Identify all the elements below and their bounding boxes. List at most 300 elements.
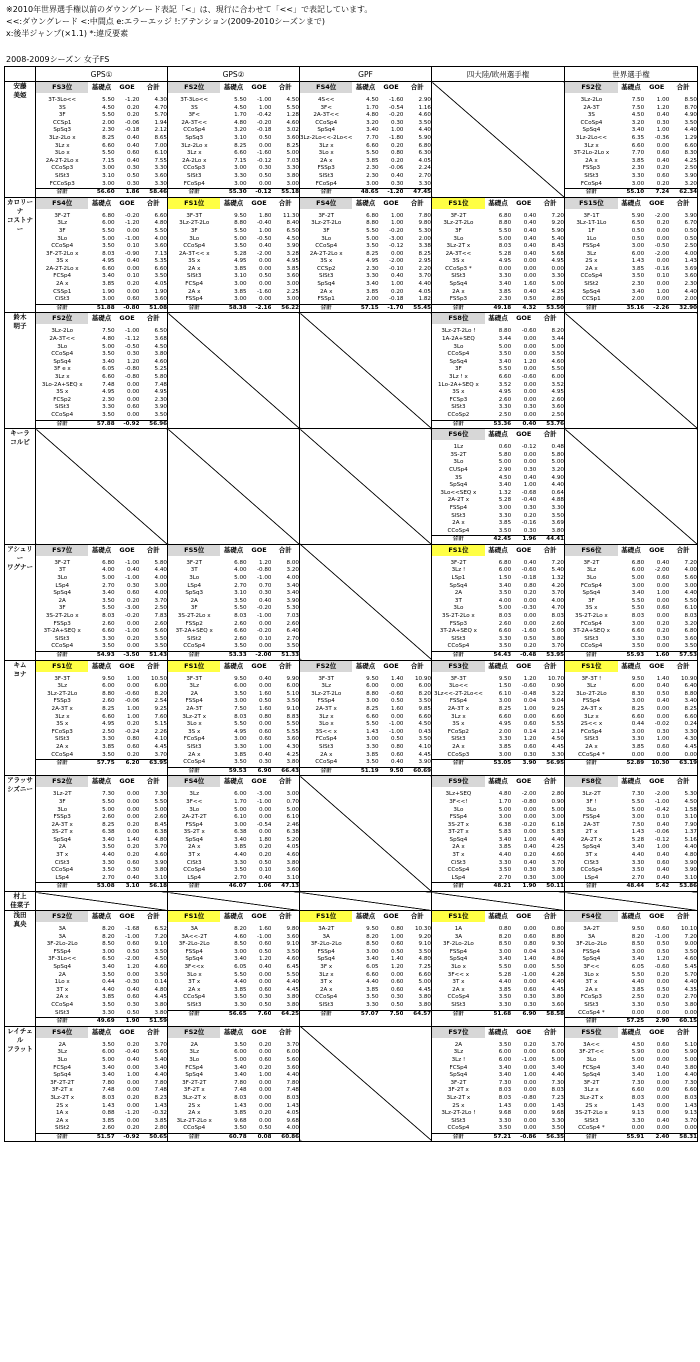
total-goe: 1.90 — [115, 1018, 140, 1026]
goe-value: 1.00 — [391, 212, 404, 219]
total-label: 合計 — [300, 189, 352, 197]
base-value: 5.50 — [234, 227, 247, 234]
block-header — [565, 776, 697, 787]
subheader-base: 基礎点 — [621, 1027, 641, 1036]
score-block — [432, 198, 564, 313]
element-row — [565, 289, 697, 297]
subheader-total: 合計 — [676, 1027, 690, 1036]
base-value: 3.00 — [631, 814, 645, 821]
placement-badge: FS1位 — [168, 198, 220, 209]
element-score: 4.25 — [286, 751, 299, 758]
element-row — [300, 934, 431, 942]
element-code: 3F<< — [583, 964, 600, 970]
total-row — [432, 760, 564, 768]
element-code: 3Lo — [586, 1056, 597, 1063]
total-base: 57.15 — [352, 304, 378, 312]
total-score: 63.19 — [669, 760, 697, 768]
element-row — [300, 181, 431, 189]
element-code: FCSp4 — [53, 1064, 72, 1071]
goe-value: 0.00 — [656, 1009, 670, 1016]
element-code: CCoSp4 — [183, 867, 206, 874]
element-code: FCoSp4 — [580, 180, 602, 187]
goe-value: 0.60 — [259, 736, 272, 743]
base-value: 0.60 — [498, 444, 512, 451]
base-value: 7.50 — [631, 821, 645, 828]
element-row — [565, 844, 697, 852]
base-value: 3.30 — [102, 859, 115, 866]
element-score: 7.23 — [551, 1094, 564, 1101]
element-score: 7.60 — [154, 713, 167, 720]
base-value: 3.30 — [366, 1001, 379, 1008]
element-row — [36, 135, 167, 143]
element-score: 5.40 — [551, 567, 564, 574]
element-score: 4.40 — [154, 1072, 167, 1079]
element-row — [36, 389, 167, 397]
subheader-goe: GOE — [649, 198, 665, 207]
element-code: 3F — [588, 597, 595, 604]
element-row — [300, 243, 431, 251]
element-score: 3.85 — [154, 1117, 167, 1124]
element-code: SlSt3 — [186, 273, 202, 280]
block-header — [565, 1027, 697, 1038]
element-code: 2A-2Lo x — [182, 157, 207, 164]
goe-value: 0.50 — [259, 134, 272, 141]
element-code: CCoSp4 * — [578, 1125, 605, 1132]
goe-value: -1.60 — [521, 628, 537, 635]
base-value: 5.00 — [234, 235, 247, 242]
element-code: 2A x — [452, 743, 465, 750]
element-row — [432, 328, 564, 336]
placement-badge: FS2位 — [168, 82, 220, 93]
goe-value: 0.40 — [523, 288, 537, 295]
element-score: 1.90 — [154, 288, 167, 295]
goe-value: 1.00 — [127, 1072, 140, 1079]
element-code: 2A-3T — [186, 705, 203, 712]
total-label: 合計 — [36, 652, 88, 660]
element-row — [432, 452, 564, 460]
subheader-total: 合計 — [676, 912, 690, 921]
total-goe: 9.50 — [379, 767, 404, 775]
element-code: 3Lz x — [54, 142, 70, 149]
total-label: 合計 — [565, 189, 618, 197]
element-row — [168, 949, 299, 957]
element-code: 3Lz-2T-2Lo — [311, 220, 342, 227]
element-row — [36, 744, 167, 752]
goe-value: -0.80 — [521, 1094, 537, 1101]
element-row — [565, 181, 697, 189]
element-row — [36, 636, 167, 644]
element-row — [432, 404, 564, 412]
element-score: 5.00 — [551, 806, 564, 813]
element-code: 3Lz-2T x — [182, 713, 207, 720]
element-score: 4.40 — [684, 844, 697, 851]
goe-value: 0.30 — [656, 119, 670, 126]
element-code: 3F x — [320, 964, 333, 970]
total-base: 57.88 — [88, 420, 114, 428]
base-value: 6.60 — [234, 150, 247, 157]
goe-value: 0.60 — [656, 150, 670, 157]
element-row — [168, 273, 299, 281]
total-row — [36, 760, 167, 768]
element-code: 3Lz ! — [451, 567, 466, 574]
base-value: 6.60 — [498, 628, 512, 635]
subheader-total: 合計 — [410, 198, 424, 207]
element-row — [432, 490, 564, 498]
empty-cell — [168, 429, 300, 545]
base-value: 3.85 — [366, 157, 379, 164]
total-goe: 3.10 — [115, 883, 140, 891]
element-score: 3.50 — [154, 273, 167, 280]
total-goe: 1.86 — [115, 189, 140, 197]
element-score: 4.40 — [418, 127, 431, 134]
element-score: 2.90 — [418, 97, 431, 103]
element-score: 4.00 — [154, 590, 167, 597]
element-row — [432, 389, 564, 397]
element-score: 3.50 — [286, 698, 299, 705]
element-row — [168, 173, 299, 181]
goe-value: 0.00 — [523, 806, 537, 813]
element-code: SpSq4 — [53, 1072, 72, 1079]
total-label: 合計 — [168, 767, 220, 775]
element-row — [36, 979, 167, 987]
element-code: 3Lz x — [54, 713, 70, 720]
goe-value: 0.20 — [523, 512, 537, 519]
element-score: 6.00 — [154, 683, 167, 690]
element-score: 8.23 — [154, 1094, 167, 1101]
base-value: 3.00 — [498, 751, 512, 758]
element-row — [36, 173, 167, 181]
element-code: 3T-2T x — [448, 829, 469, 836]
total-goe: 0.40 — [511, 420, 536, 428]
base-value: 3.85 — [498, 986, 512, 993]
total-row — [565, 304, 697, 312]
subheader-goe: GOE — [516, 314, 532, 323]
goe-value: 0.00 — [391, 683, 404, 690]
element-score: 4.80 — [154, 986, 167, 993]
element-code: 3Lz x — [584, 713, 599, 720]
base-value: 6.60 — [102, 628, 115, 635]
element-row — [565, 158, 697, 166]
element-score: 6.10 — [154, 150, 167, 157]
element-score: 10.30 — [414, 926, 431, 933]
skater-name: キム ヨナ — [5, 660, 36, 776]
element-row — [300, 251, 431, 259]
element-code: 2A x — [187, 1110, 201, 1117]
element-row — [36, 736, 167, 744]
element-score: 9.68 — [551, 1110, 564, 1117]
element-row — [432, 987, 564, 995]
goe-value: 0.40 — [656, 683, 670, 690]
goe-value: 0.00 — [523, 366, 537, 373]
element-row — [300, 281, 431, 289]
element-row — [432, 621, 564, 629]
element-score: 3.70 — [551, 1041, 564, 1048]
base-value: 3.40 — [498, 1072, 512, 1079]
element-code: 3A — [454, 933, 463, 940]
element-row — [36, 972, 167, 980]
placement-badge: FS4位 — [36, 1027, 88, 1038]
base-value: 3.10 — [102, 172, 115, 179]
element-row — [168, 676, 299, 684]
element-score: 4.60 — [286, 119, 299, 126]
base-value: 6.60 — [102, 142, 115, 149]
goe-value: 0.50 — [127, 172, 140, 179]
subheader-total: 合計 — [676, 198, 690, 207]
element-code: 3T-3Lo<< — [180, 97, 209, 103]
element-code: 2A — [58, 844, 66, 851]
base-value: 2.60 — [234, 635, 247, 642]
empty-cell — [432, 82, 565, 198]
total-row — [36, 652, 167, 660]
total-label: 合計 — [168, 304, 220, 312]
element-score: 3.90 — [418, 759, 431, 766]
element-code: SlSt3 — [54, 1009, 70, 1016]
base-value: 5.28 — [234, 250, 247, 257]
total-label: 合計 — [565, 652, 618, 660]
element-row — [565, 799, 697, 807]
element-score: 3.50 — [551, 512, 564, 519]
score-cell — [36, 197, 168, 313]
goe-value: -3.00 — [388, 235, 404, 242]
base-value: 5.00 — [631, 806, 645, 813]
element-row — [36, 837, 167, 845]
element-code: 3Lo — [453, 235, 464, 242]
element-code: 2A x — [585, 986, 598, 993]
element-code: 2T x — [585, 829, 598, 836]
base-value: 5.00 — [631, 575, 645, 582]
base-value: 0.44 — [631, 721, 645, 728]
total-base: 59.53 — [220, 767, 246, 775]
element-row — [36, 266, 167, 274]
base-value: 3.85 — [102, 994, 115, 1001]
goe-value: -0.60 — [124, 690, 140, 697]
element-row — [565, 956, 697, 964]
base-value: 8.25 — [234, 142, 247, 149]
element-score: 6.70 — [684, 220, 697, 227]
goe-value: 0.00 — [259, 806, 272, 813]
goe-value: 0.00 — [127, 1079, 140, 1086]
element-code: SpSq4 — [582, 590, 601, 597]
element-code: FSSp4 — [185, 948, 203, 955]
element-code: CCoSp3 — [447, 751, 470, 758]
element-code: CUSp4 — [449, 466, 468, 473]
element-row — [432, 676, 564, 684]
total-base: 48.21 — [485, 883, 511, 891]
element-score: 2.95 — [418, 258, 431, 265]
base-value: 5.28 — [498, 497, 512, 504]
element-code: 3Lz-2T-2Lo ! — [441, 328, 476, 335]
element-code: SlSt3 — [54, 635, 70, 642]
base-value: 8.80 — [366, 690, 379, 697]
base-value: 9.50 — [366, 926, 379, 933]
goe-value: 1.20 — [259, 559, 272, 566]
element-score: 3.10 — [154, 874, 167, 881]
element-code: 2A-3T — [583, 821, 600, 828]
empty-cell — [300, 1026, 432, 1142]
goe-value: 0.50 — [391, 948, 404, 955]
element-score: 3.00 — [286, 281, 299, 288]
goe-value: 0.40 — [259, 874, 272, 881]
element-code: FCoSp4 — [580, 728, 602, 735]
total-base: 58.38 — [220, 304, 246, 312]
element-row — [432, 251, 564, 259]
element-row — [565, 150, 697, 158]
goe-value: 0.00 — [127, 381, 140, 388]
block-header — [36, 911, 167, 922]
goe-value: 0.10 — [656, 814, 670, 821]
element-score: 3.40 — [551, 1064, 564, 1071]
base-value: 3.50 — [234, 643, 247, 650]
element-row — [432, 972, 564, 980]
goe-value: -1.20 — [124, 97, 140, 103]
base-value: 5.50 — [631, 971, 645, 978]
element-row — [36, 706, 167, 714]
base-value: 7.48 — [102, 381, 115, 388]
element-code: 3T x — [56, 852, 69, 859]
base-value: 7.50 — [631, 97, 645, 103]
base-value: 9.50 — [631, 926, 645, 933]
element-row — [168, 721, 299, 729]
goe-value: 0.00 — [523, 1125, 537, 1132]
element-score: 3.40 — [286, 590, 299, 597]
base-value: 1.43 — [498, 1102, 512, 1109]
element-row — [36, 822, 167, 830]
element-row — [168, 181, 299, 189]
element-code: 3S — [587, 112, 595, 119]
score-cell — [168, 776, 300, 892]
element-score: 5.50 — [154, 798, 167, 805]
element-code: 3T x — [585, 979, 598, 986]
element-score: 9.90 — [286, 675, 299, 682]
element-code: 2A x — [55, 743, 69, 750]
goe-value: 0.80 — [391, 926, 404, 933]
element-code: 3T x — [56, 986, 69, 993]
goe-value: 0.60 — [127, 296, 140, 303]
element-row — [36, 220, 167, 228]
element-code: FSSp3 — [53, 620, 71, 627]
goe-value: 0.00 — [259, 258, 272, 265]
block-header — [432, 661, 564, 672]
element-row — [565, 867, 697, 875]
element-row — [565, 706, 697, 714]
goe-value: 0.80 — [391, 150, 404, 157]
subheader-goe: GOE — [251, 661, 267, 670]
element-code: FSSp4 — [582, 243, 601, 250]
element-code: 3Lz — [586, 683, 597, 690]
base-value: 3.50 — [234, 243, 247, 250]
element-score: 4.90 — [551, 474, 564, 481]
goe-value: 0.80 — [523, 941, 537, 948]
base-value: 4.50 — [102, 104, 115, 111]
placement-badge: FS1位 — [36, 661, 88, 672]
element-row — [432, 505, 564, 513]
skater-name: アラッサ シズニー — [5, 776, 36, 892]
element-code: SpSq4 — [185, 836, 204, 843]
element-code: SlSt3 — [318, 1001, 334, 1008]
element-code: SlSt3 — [318, 273, 334, 280]
element-score: 4.50 — [418, 721, 431, 728]
element-score: 5.00 — [684, 1056, 697, 1063]
element-score: 8.80 — [551, 933, 564, 940]
goe-value: 0.40 — [127, 1056, 140, 1063]
element-row — [36, 941, 167, 949]
skater-row — [5, 313, 698, 429]
goe-value: 1.60 — [523, 281, 537, 288]
element-code: 2A-2T-2Lo x — [309, 250, 343, 257]
element-score: 4.40 — [684, 127, 697, 134]
element-code: CCoSp4 * — [578, 1009, 605, 1016]
base-value: 8.80 — [366, 220, 379, 227]
element-score: 4.88 — [551, 497, 564, 504]
base-value: 0.00 — [631, 1125, 645, 1132]
goe-value: 0.30 — [259, 759, 272, 766]
goe-value: 0.30 — [259, 994, 272, 1001]
element-code: 2A-3T<< — [181, 119, 208, 126]
element-code: 2A-3T<< — [313, 112, 340, 119]
element-score: 5.00 — [286, 150, 299, 157]
goe-value: -1.00 — [124, 235, 140, 242]
element-score: 4.25 — [551, 288, 564, 295]
element-score: 3.10 — [684, 874, 697, 881]
element-row — [432, 752, 564, 760]
element-code: 3S x — [320, 258, 333, 265]
element-code: SlSt3 — [584, 635, 599, 642]
base-value: 0.44 — [102, 979, 115, 986]
element-score: 9.80 — [418, 220, 431, 227]
element-row — [565, 1049, 697, 1057]
element-row — [565, 752, 697, 760]
total-base: 53.05 — [485, 760, 511, 768]
element-code: FSSp4 — [449, 948, 468, 955]
element-score: 7.20 — [551, 559, 564, 566]
element-code: 3Lo — [453, 605, 464, 612]
placement-badge: FS7位 — [36, 545, 88, 556]
base-value: 3.50 — [234, 867, 247, 874]
element-row — [432, 220, 564, 228]
base-value: 3.00 — [366, 698, 379, 705]
score-cell — [565, 911, 698, 1027]
base-value: 8.03 — [631, 613, 645, 620]
element-score: 3.04 — [551, 948, 564, 955]
base-value: 3.30 — [631, 736, 645, 743]
score-block — [36, 82, 167, 197]
element-code: 3Lz — [453, 1049, 464, 1056]
element-score: 7.83 — [154, 613, 167, 620]
base-value: 6.00 — [234, 791, 247, 798]
element-code: 3Lz — [189, 1049, 200, 1056]
element-score: 3.00 — [286, 180, 299, 187]
base-value: 8.80 — [234, 220, 247, 227]
element-code: CCoSp4 — [51, 243, 74, 250]
total-score: 51.33 — [271, 652, 299, 660]
base-value: 2.50 — [631, 994, 645, 1001]
goe-value: 0.50 — [391, 736, 404, 743]
subheader-goe: GOE — [649, 545, 665, 554]
base-value: 4.40 — [366, 979, 379, 986]
element-score: 3.80 — [418, 1001, 431, 1008]
base-value: 1.43 — [102, 1102, 115, 1109]
block-header — [565, 198, 697, 209]
score-block — [36, 313, 167, 428]
subheader-base: 基礎点 — [91, 198, 112, 207]
element-row — [432, 814, 564, 822]
subheader-goe: GOE — [516, 777, 532, 786]
base-value: 1.32 — [498, 489, 512, 496]
element-score: 3.10 — [684, 814, 697, 821]
element-score: 4.30 — [684, 736, 697, 743]
score-cell — [36, 776, 168, 892]
base-value: 8.50 — [366, 941, 379, 948]
